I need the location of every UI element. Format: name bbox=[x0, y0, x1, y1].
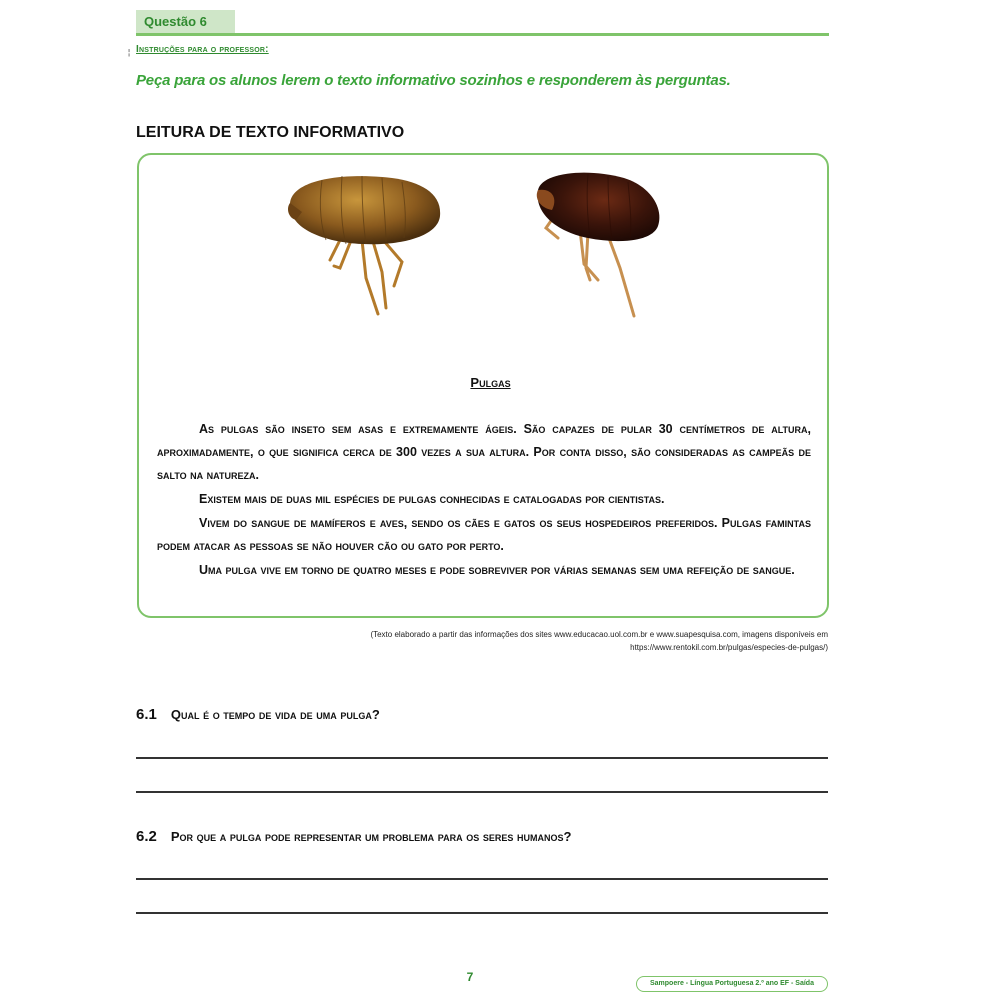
instructions-text: Peça para os alunos lerem o texto informativo sozinhos e responderem às perguntas. bbox=[136, 72, 731, 89]
footer-tag: Sampoere - Língua Portuguesa 2.º ano EF - Saída bbox=[636, 976, 828, 992]
reading-paragraph-3: Vivem do sangue de mamíferos e aves, sendo os cães e gatos os seus hospedeiros preferidos. Pulgas famintas podem atacar as pessoas se não houver cão ou gato por perto. bbox=[157, 516, 811, 553]
instructions-label: Instruções para o professor: bbox=[136, 44, 269, 55]
flea-photo-2 bbox=[528, 168, 668, 323]
question-label: Questão 6 bbox=[136, 10, 235, 34]
question-number: 6.1 bbox=[136, 706, 157, 723]
margin-mark: ¦ bbox=[128, 48, 131, 57]
question-text: Qual é o tempo de vida de uma pulga? bbox=[170, 707, 380, 722]
reading-paragraph-4: Uma pulga vive em torno de quatro meses e pode sobreviver por várias semanas sem uma refeição de sangue. bbox=[199, 563, 795, 577]
reading-paragraph-2: Existem mais de duas mil espécies de pulgas conhecidas e catalogadas por cientistas. bbox=[199, 492, 665, 506]
answer-line[interactable] bbox=[136, 791, 828, 793]
reading-title: Pulgas bbox=[470, 375, 511, 390]
question-6-1 bbox=[136, 706, 380, 723]
answer-line[interactable] bbox=[136, 878, 828, 880]
flea-photo-1 bbox=[282, 168, 447, 323]
question-text: Por que a pulga pode representar um problema para os seres humanos? bbox=[170, 829, 572, 844]
source-note-line-1: (Texto elaborado a partir das informações dos sites www.educacao.uol.com.br e www.suapesquisa.com, imagens disponíveis em bbox=[370, 630, 828, 639]
question-6-2 bbox=[136, 828, 571, 845]
header-rule bbox=[136, 33, 829, 36]
answer-line[interactable] bbox=[136, 757, 828, 759]
source-note-line-2: https://www.rentokil.com.br/pulgas/especies-de-pulgas/) bbox=[630, 643, 828, 652]
answer-line[interactable] bbox=[136, 912, 828, 914]
source-note bbox=[200, 628, 828, 654]
page-number: 7 bbox=[466, 970, 474, 984]
reading-paragraph-1: As pulgas são inseto sem asas e extremamente ágeis. São capazes de pular 30 centímetros de altura, aproximadamente, o que significa cerca de 300 vezes a sua altura. Por conta disso, são consideradas as campeãs de salto na natureza. bbox=[157, 422, 811, 482]
section-title: LEITURA DE TEXTO INFORMATIVO bbox=[136, 124, 405, 141]
question-number: 6.2 bbox=[136, 828, 157, 845]
